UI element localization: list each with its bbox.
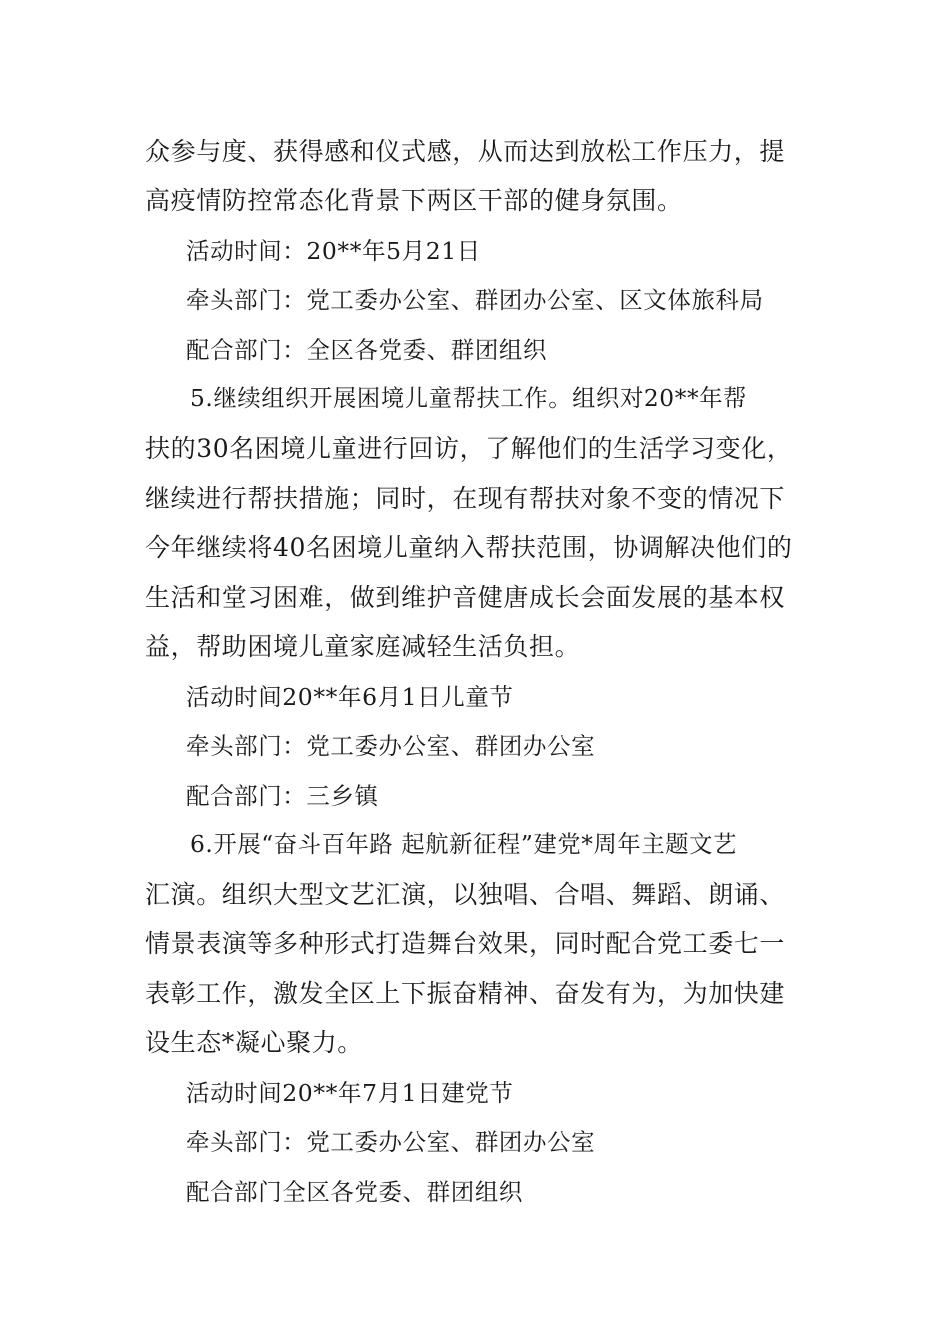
paragraph-line: 情景表演等多种形式打造舞台效果，同时配合党工委七一 — [145, 929, 786, 958]
paragraph-line: 表彰工作，激发全区上下振奋精神、奋发有为，为加快建 — [145, 979, 786, 1008]
lead-department: 牵头部门：党工委办公室、群团办公室 — [186, 1128, 596, 1156]
paragraph-line: 汇演。组织大型文艺汇演，以独唱、合唱、舞蹈、朗诵、 — [145, 880, 786, 909]
cooperating-department: 配合部门全区各党委、群团组织 — [186, 1178, 523, 1206]
paragraph-line: 高疫情防控常态化背景下两区干部的健身氛围。 — [145, 186, 683, 215]
activity-time: 活动时间20**年6月1日儿童节 — [186, 683, 514, 711]
activity-time: 活动时间：20**年5月21日 — [186, 237, 481, 265]
activity-time: 活动时间20**年7月1日建党节 — [186, 1079, 514, 1107]
cooperating-department: 配合部门：三乡镇 — [186, 782, 379, 810]
lead-department: 牵头部门：党工委办公室、群团办公室、区文体旅科局 — [186, 286, 764, 314]
paragraph-line: 众参与度、获得感和仪式感，从而达到放松工作压力，提 — [145, 137, 786, 166]
paragraph-line: 益，帮助困境儿童家庭减轻生活负担。 — [145, 632, 581, 661]
paragraph-line: 今年继续将40名困境儿童纳入帮扶范围，协调解决他们的 — [145, 533, 793, 562]
item-5-heading: 5.继续组织开展困境儿童帮扶工作。组织对20**年帮 — [190, 385, 748, 412]
paragraph-line: 生活和堂习困难，做到维护音健唐成长会面发展的基本权 — [145, 583, 786, 612]
cooperating-department: 配合部门：全区各党委、群团组织 — [186, 336, 548, 364]
paragraph-line: 设生态*凝心聚力。 — [145, 1028, 363, 1057]
item-6-heading: 6.开展“奋斗百年路 起航新征程”建党*周年主题文艺 — [190, 831, 737, 858]
paragraph-line: 扶的30名困境儿童进行回访，了解他们的生活学习变化， — [145, 434, 793, 463]
paragraph-line: 继续进行帮扶措施；同时，在现有帮扶对象不变的情况下 — [145, 484, 786, 513]
lead-department: 牵头部门：党工委办公室、群团办公室 — [186, 732, 596, 760]
